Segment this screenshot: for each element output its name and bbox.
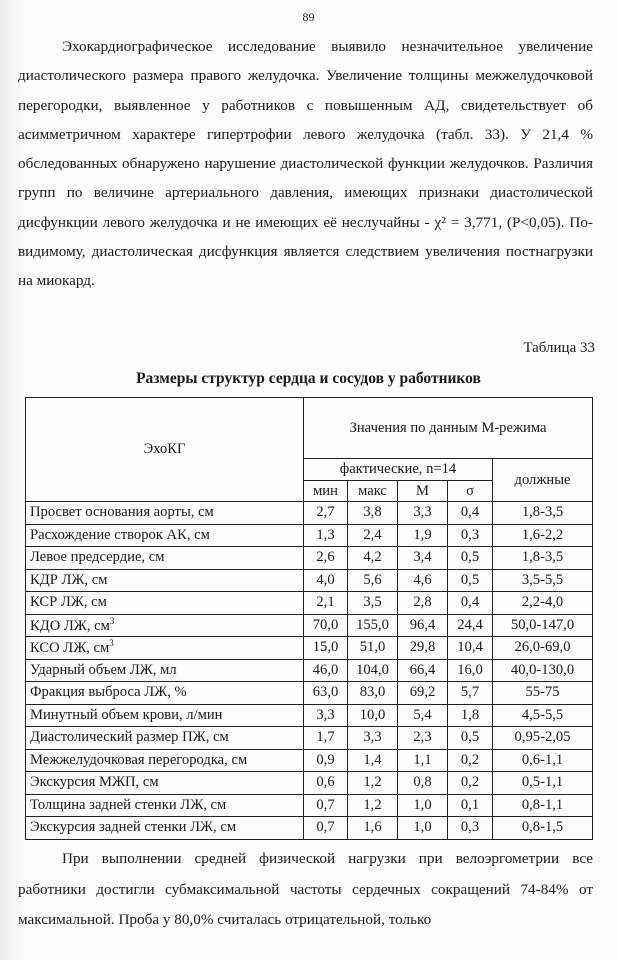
cell-min: 4,0: [304, 569, 348, 592]
cell-max: 1,6: [348, 817, 398, 840]
table-row: [26, 502, 593, 525]
cell-mean: 29,8: [398, 637, 448, 660]
header-due: должные: [493, 459, 593, 502]
cell-mean: 3,3: [398, 502, 448, 525]
cell-due: 50,0-147,0: [493, 614, 593, 637]
cell-due: 55-75: [493, 682, 593, 705]
header-actual: фактические, n=14: [304, 459, 493, 481]
cell-mean: 4,6: [398, 569, 448, 592]
cell-mean: 1,0: [398, 817, 448, 840]
cell-min: 63,0: [304, 682, 348, 705]
cell-sigma: 24,4: [448, 614, 493, 637]
cell-sigma: 1,8: [448, 704, 493, 727]
cell-max: 1,2: [348, 794, 398, 817]
cell-min: 0,9: [304, 749, 348, 772]
cell-mean: 66,4: [398, 659, 448, 682]
cell-sigma: 0,5: [448, 547, 493, 570]
cell-mean: 1,1: [398, 749, 448, 772]
row-name: Просвет основания аорты, см: [26, 502, 304, 525]
cell-min: 1,3: [304, 524, 348, 547]
cell-min: 0,7: [304, 817, 348, 840]
header-max: макс: [348, 481, 398, 502]
row-name: Толщина задней стенки ЛЖ, см: [26, 794, 304, 817]
header-m: М: [398, 481, 448, 502]
paragraph-exercise-test: При выполнении средней физической нагрузки при велоэргометрии все работники достигли субмаксимальной частоты сердечных сокращений 74-84% от максимальной. Проба у 80,0% считалась отрицательной, только: [18, 850, 593, 928]
header-echo: ЭхоКГ: [26, 398, 304, 502]
cell-sigma: 10,4: [448, 637, 493, 660]
cell-sigma: 0,2: [448, 749, 493, 772]
cell-min: 70,0: [304, 614, 348, 637]
cell-sigma: 0,4: [448, 592, 493, 615]
cell-max: 1,4: [348, 749, 398, 772]
cell-min: 0,6: [304, 772, 348, 795]
cell-max: 5,6: [348, 569, 398, 592]
cell-mean: 69,2: [398, 682, 448, 705]
table-row: [26, 659, 593, 682]
cell-sigma: 5,7: [448, 682, 493, 705]
cell-min: 3,3: [304, 704, 348, 727]
cell-mean: 96,4: [398, 614, 448, 637]
cell-sigma: 0,3: [448, 817, 493, 840]
table-row: [26, 772, 593, 795]
cell-max: 10,0: [348, 704, 398, 727]
cell-mean: 2,3: [398, 727, 448, 750]
cell-due: 40,0-130,0: [493, 659, 593, 682]
table-title: Размеры структур сердца и сосудов у работников: [136, 370, 481, 387]
table-row: [26, 794, 593, 817]
cell-sigma: 0,1: [448, 794, 493, 817]
cell-sigma: 16,0: [448, 659, 493, 682]
row-name: Ударный объем ЛЖ, мл: [26, 659, 304, 682]
table-label: Таблица 33: [523, 340, 595, 356]
cell-mean: 5,4: [398, 704, 448, 727]
cell-due: 0,95-2,05: [493, 727, 593, 750]
row-name: Экскурсия МЖП, см: [26, 772, 304, 795]
paragraph-echocardiography: Эхокардиографическое исследование выявило незначительное увеличение диастолического размера правого желудочка. Увеличение толщины межжелудочковой перегородки, выявленное у работников с повышенным АД, свидетельствует об асимметричном характере гипертрофии левого желудочка (табл. 33). У 21,4 % обследованных обнаружено нарушение диастолической функции желудочков. Различия групп по величине артериального давления, имеющих признаки диастолической дисфункции левого желудочка и не имеющих её неслучайны - χ² = 3,771, (P<0,05). По-видимому, диастолическая дисфункция является следствием увеличения постнагрузки на миокард.: [18, 38, 593, 290]
table-row: [26, 817, 593, 840]
cell-max: 3,5: [348, 592, 398, 615]
header-values: Значения по данным М-режима: [304, 398, 593, 459]
table-row: [26, 727, 593, 750]
cell-due: 26,0-69,0: [493, 637, 593, 660]
cell-sigma: 0,5: [448, 569, 493, 592]
cell-due: 1,6-2,2: [493, 524, 593, 547]
table-row: [26, 569, 593, 592]
cell-due: 0,6-1,1: [493, 749, 593, 772]
cell-due: 0,5-1,1: [493, 772, 593, 795]
table-row: [26, 682, 593, 705]
table-row: [26, 524, 593, 547]
cell-max: 4,2: [348, 547, 398, 570]
cell-sigma: 0,5: [448, 727, 493, 750]
cell-min: 2,7: [304, 502, 348, 525]
table-row: [26, 592, 593, 615]
cell-sigma: 0,4: [448, 502, 493, 525]
cell-due: 4,5-5,5: [493, 704, 593, 727]
cell-max: 155,0: [348, 614, 398, 637]
row-name: Диастолический размер ПЖ, см: [26, 727, 304, 750]
cell-max: 2,4: [348, 524, 398, 547]
cell-due: 3,5-5,5: [493, 569, 593, 592]
cell-mean: 0,8: [398, 772, 448, 795]
row-name: КДР ЛЖ, см: [26, 569, 304, 592]
row-name: КСР ЛЖ, см: [26, 592, 304, 615]
table-row: [26, 637, 593, 660]
cell-max: 1,2: [348, 772, 398, 795]
cell-mean: 1,9: [398, 524, 448, 547]
cell-mean: 1,0: [398, 794, 448, 817]
cell-sigma: 0,2: [448, 772, 493, 795]
table-row: [26, 704, 593, 727]
cell-due: 2,2-4,0: [493, 592, 593, 615]
header-sigma: σ: [448, 481, 493, 502]
cell-max: 3,8: [348, 502, 398, 525]
cell-due: 0,8-1,1: [493, 794, 593, 817]
cell-min: 2,6: [304, 547, 348, 570]
cell-max: 51,0: [348, 637, 398, 660]
row-name: Экскурсия задней стенки ЛЖ, см: [26, 817, 304, 840]
cell-sigma: 0,3: [448, 524, 493, 547]
header-min: мин: [304, 481, 348, 502]
cell-min: 0,7: [304, 794, 348, 817]
cell-max: 83,0: [348, 682, 398, 705]
row-name: Левое предсердие, см: [26, 547, 304, 570]
row-name: КСО ЛЖ, $см^3$: [26, 637, 304, 660]
table-row: [26, 547, 593, 570]
cell-min: 46,0: [304, 659, 348, 682]
table-row: [26, 614, 593, 637]
cell-mean: 3,4: [398, 547, 448, 570]
page-number: 89: [302, 10, 315, 24]
table-row: [26, 749, 593, 772]
row-name: Фракция выброса ЛЖ, %: [26, 682, 304, 705]
cell-min: 1,7: [304, 727, 348, 750]
cell-mean: 2,8: [398, 592, 448, 615]
cell-max: 3,3: [348, 727, 398, 750]
cell-min: 15,0: [304, 637, 348, 660]
cell-due: 1,8-3,5: [493, 547, 593, 570]
cell-due: 0,8-1,5: [493, 817, 593, 840]
row-name: Расхождение створок АК, см: [26, 524, 304, 547]
row-name: КДО ЛЖ, $см^3$: [26, 614, 304, 637]
cell-max: 104,0: [348, 659, 398, 682]
row-name: Межжелудочковая перегородка, см: [26, 749, 304, 772]
row-name: Минутный объем крови, л/мин: [26, 704, 304, 727]
cell-due: 1,8-3,5: [493, 502, 593, 525]
cell-min: 2,1: [304, 592, 348, 615]
heart-structures-table: [25, 397, 593, 840]
